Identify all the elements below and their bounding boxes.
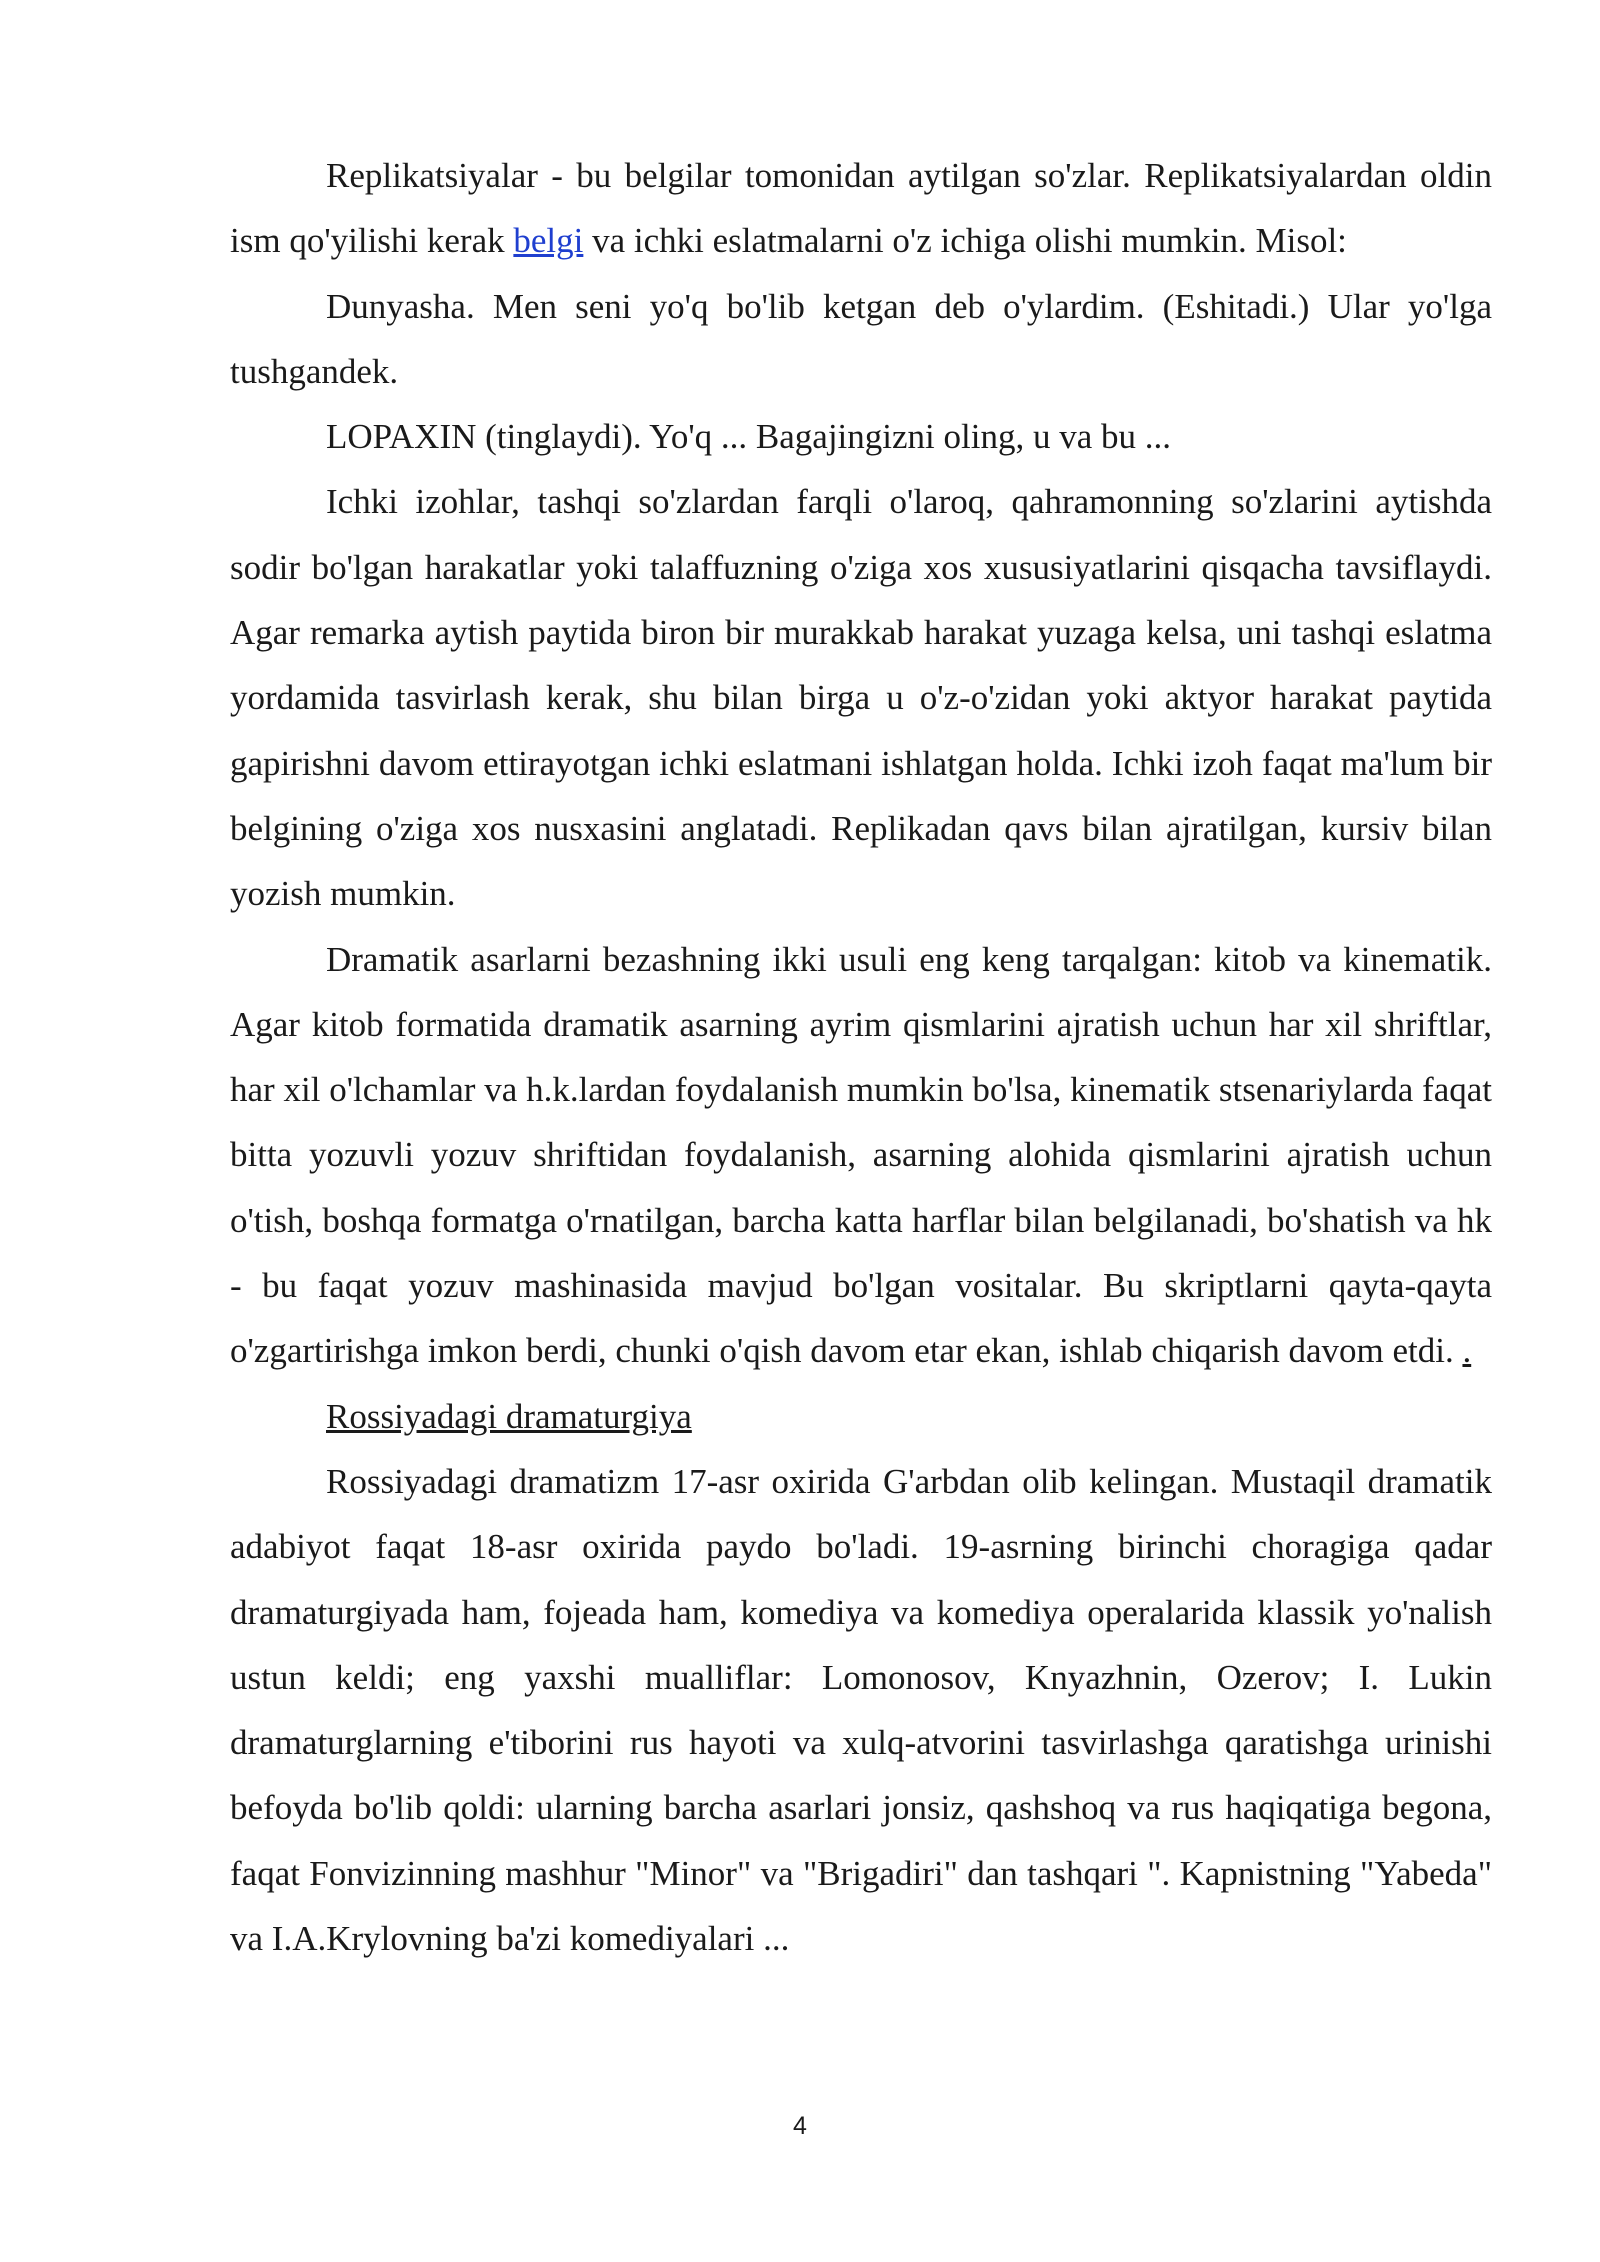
paragraph-ichki-izohlar: Ichki izohlar, tashqi so'zlardan farqli o'laroq, qahramonning so'zlarini aytishda sodir bo'lgan harakatlar yoki talaffuzning o'ziga xos xususiyatlarini qisqacha tavsiflaydi. Agar remarka aytish paytida biron bir murakkab harakat yuzaga kelsa, uni tashqi eslatma yordamida tasvirlash kerak, shu bilan birga u o'z-o'zidan yoki aktyor harakat paytida gapirishni davom ettirayotgan ichki eslatmani ishlatgan holda. Ichki izoh faqat ma'lum bir belgining o'ziga xos nusxasini anglatadi. Replikadan qavs bilan ajratilgan, kursiv bilan yozish mumkin. (230, 482, 1492, 914)
underlined-dot-link[interactable]: . (1462, 1331, 1472, 1371)
page-number: 4 (793, 2112, 807, 2140)
paragraph-text: va ichki eslatmalarni o'z ichiga olishi mumkin. Misol: (583, 221, 1347, 261)
section-heading (230, 1384, 1492, 1449)
paragraph-text: Replikatsiyalar - bu belgilar tomonidan aytilgan so'zlar. Replikatsiyalardan oldin ism qo'yilishi kerak (230, 156, 1492, 261)
paragraph-dunyasha: Dunyasha. Men seni yo'q bo'lib ketgan deb o'ylardim. (Eshitadi.) Ular yo'lga tushgandek. (230, 286, 1492, 391)
document-body (230, 143, 1492, 1971)
paragraph-lopaxin: LOPAXIN (tinglaydi). Yo'q ... Bagajingizni oling, u va bu ... (326, 417, 1171, 457)
paragraph-text: Dramatik asarlarni bezashning ikki usuli eng keng tarqalgan: kitob va kinematik. Agar kitob formatida dramatik asarning ayrim qismlarini ajratish uchun har xil shriftlar, har xil o'lchamlar va h.k.lardan foydalanish mumkin bo'lsa, kinematik stsenariylarda faqat bitta yozuvli yozuv shriftidan foydalanish, asarning alohida qismlarini ajratish uchun o'tish, boshqa formatga o'rnatilgan, barcha katta harflar bilan belgilanadi, bo'shatish va hk - bu faqat yozuv mashinasida mavjud bo'lgan vositalar. Bu skriptlarni qayta-qayta o'zgartirishga imkon berdi, chunki o'qish davom etar ekan, ishlab chiqarish davom etdi. (230, 939, 1492, 1371)
paragraph-replikatsiyalar (230, 143, 1492, 274)
paragraph-rossiyadagi-dramatizm: Rossiyadagi dramatizm 17-asr oxirida G'arbdan olib kelingan. Mustaqil dramatik adabiyot faqat 18-asr oxirida paydo bo'ladi. 19-asrning birinchi choragiga qadar dramaturgiyada ham, fojeada ham, komediya va komediya operalarida klassik yo'nalish ustun keldi; eng yaxshi mualliflar: Lomonosov, Knyazhnin, Ozerov; I. Lukin dramaturglarning e'tiborini rus hayoti va xulq-atvorini tasvirlashga qaratishga urinishi befoyda bo'lib qoldi: ularning barcha asarlari jonsiz, qashshoq va rus haqiqatiga begona, faqat Fonvizinning mashhur "Minor" va "Brigadiri" dan tashqari ". Kapnistning "Yabeda" va I.A.Krylovning ba'zi komediyalari ... (230, 1461, 1492, 1959)
belgi-link[interactable]: belgi (513, 221, 584, 261)
heading-rossiyadagi-dramaturgiya: Rossiyadagi dramaturgiya (326, 1396, 692, 1436)
paragraph-dramatik-asarlar (230, 927, 1492, 1384)
